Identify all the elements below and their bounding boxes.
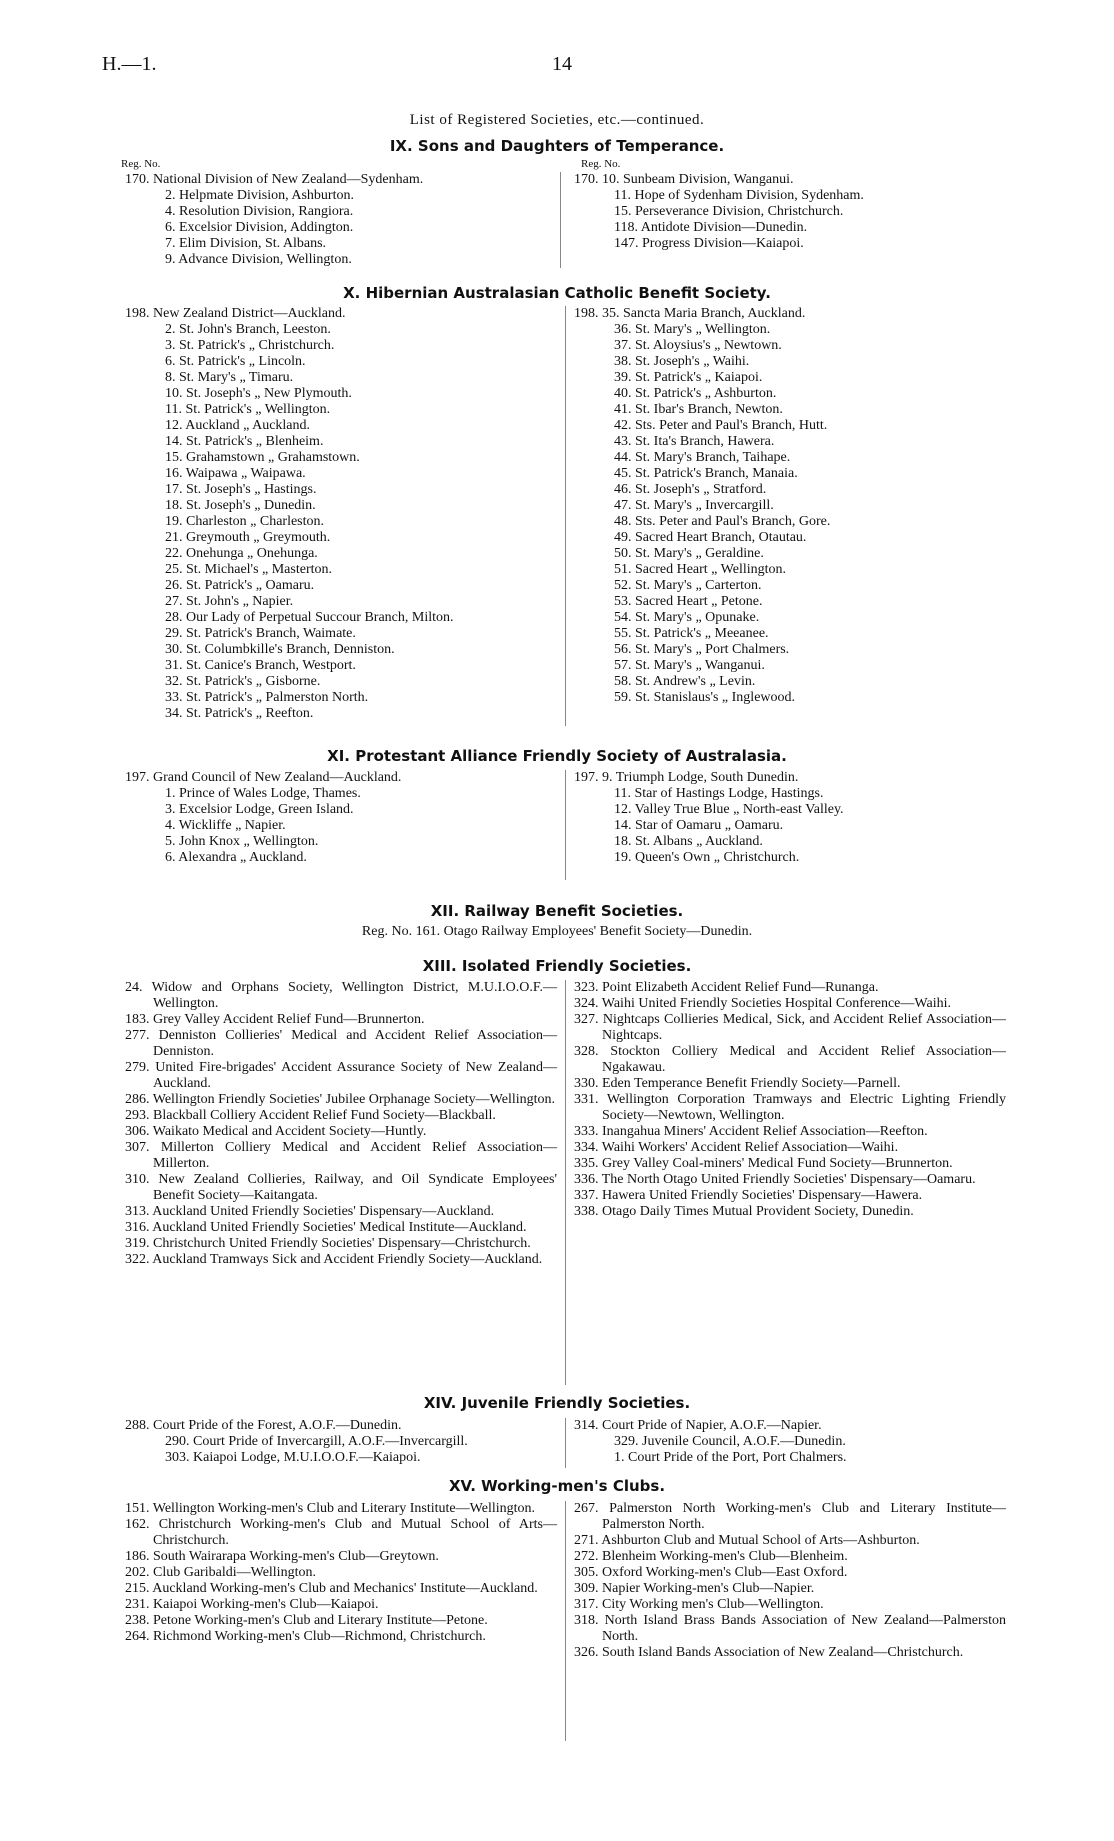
page-number: 14 [552,53,572,75]
list-entry: 303. Kaiapoi Lodge, M.U.I.O.O.F.—Kaiapoi. [165,1450,421,1465]
list-entry: 18. St. Joseph's „ Dunedin. [165,498,316,513]
list-entry: 336. The North Otago United Friendly Societies' Dispensary—Oamaru. [574,1172,976,1187]
list-entry: 6. Alexandra „ Auckland. [165,850,307,865]
section-15-left [125,1501,557,1645]
list-entry: 21. Greymouth „ Greymouth. [165,530,331,545]
list-entry: 46. St. Joseph's „ Stratford. [614,482,767,497]
list-entry: 29. St. Patrick's Branch, Waimate. [165,626,356,641]
section-9-heading: IX. Sons and Daughters of Temperance. [389,137,725,155]
list-entry: 55. St. Patrick's „ Meeanee. [614,626,769,641]
list-entry: 215. Auckland Working-men's Club and Mechanics' Institute—Auckland. [125,1581,538,1596]
section-15-right [574,1501,1006,1661]
column-rule [565,980,566,1385]
list-entry: 11. Hope of Sydenham Division, Sydenham. [614,188,864,203]
section-9-right [574,172,1014,252]
list-entry: 317. City Working men's Club—Wellington. [574,1597,824,1612]
section-14-left [125,1418,557,1466]
list-entry: 52. St. Mary's „ Carterton. [614,578,762,593]
list-entry: 267. Palmerston North Working-men's Club and Literary Institute—Palmerston North. [574,1501,1006,1532]
list-entry: 2. St. John's Branch, Leeston. [165,322,331,337]
list-entry: 39. St. Patrick's „ Kaiapoi. [614,370,763,385]
list-entry: 231. Kaiapoi Working-men's Club—Kaiapoi. [125,1597,379,1612]
page-header-code: H.—1. [102,53,157,75]
list-entry: 14. Star of Oamaru „ Oamaru. [614,818,784,833]
list-entry: 316. Auckland United Friendly Societies' Medical Institute—Auckland. [125,1220,527,1235]
list-entry: 19. Charleston „ Charleston. [165,514,325,529]
list-entry: 15. Grahamstown „ Grahamstown. [165,450,360,465]
list-entry: 56. St. Mary's „ Port Chalmers. [614,642,790,657]
list-entry: 288. Court Pride of the Forest, A.O.F.—Dunedin. [125,1418,402,1433]
list-entry: 333. Inangahua Miners' Accident Relief Association—Reefton. [574,1124,928,1139]
list-entry: 30. St. Columbkille's Branch, Denniston. [165,642,395,657]
list-entry: 16. Waipawa „ Waipawa. [165,466,306,481]
column-rule [565,770,566,880]
list-entry: 238. Petone Working-men's Club and Literary Institute—Petone. [125,1613,488,1628]
section-12-heading: XII. Railway Benefit Societies. [430,902,684,920]
list-entry: 162. Christchurch Working-men's Club and Mutual School of Arts—Christchurch. [125,1517,557,1548]
list-entry: 279. United Fire-brigades' Accident Assurance Society of New Zealand—Auckland. [125,1060,557,1091]
list-entry: 47. St. Mary's „ Invercargill. [614,498,774,513]
list-entry: 170. National Division of New Zealand—Sydenham. [125,172,424,187]
list-entry: 10. St. Joseph's „ New Plymouth. [165,386,352,401]
list-entry: 118. Antidote Division—Dunedin. [614,220,808,235]
list-entry: 59. St. Stanislaus's „ Inglewood. [614,690,796,705]
list-entry: 151. Wellington Working-men's Club and Literary Institute—Wellington. [125,1501,536,1516]
list-entry: 2. Helpmate Division, Ashburton. [165,188,354,203]
list-entry: 6. St. Patrick's „ Lincoln. [165,354,306,369]
list-entry: 170. 10. Sunbeam Division, Wanganui. [574,172,794,187]
list-entry: 51. Sacred Heart „ Wellington. [614,562,787,577]
section-10-heading: X. Hibernian Australasian Catholic Benefit Society. [343,284,771,302]
list-entry: 3. St. Patrick's „ Christchurch. [165,338,335,353]
list-entry: 309. Napier Working-men's Club—Napier. [574,1581,815,1596]
section-13-heading: XIII. Isolated Friendly Societies. [422,957,692,975]
list-entry: 1. Prince of Wales Lodge, Thames. [165,786,361,801]
list-entry: 53. Sacred Heart „ Petone. [614,594,763,609]
list-entry: 329. Juvenile Council, A.O.F.—Dunedin. [614,1434,846,1449]
list-entry: 323. Point Elizabeth Accident Relief Fund—Runanga. [574,980,879,995]
list-entry: 198. 35. Sancta Maria Branch, Auckland. [574,306,806,321]
list-entry: 272. Blenheim Working-men's Club—Blenheim. [574,1549,848,1564]
column-rule [565,306,566,726]
list-entry: 44. St. Mary's Branch, Taihape. [614,450,791,465]
list-entry: 338. Otago Daily Times Mutual Provident Society, Dunedin. [574,1204,914,1219]
list-entry: 313. Auckland United Friendly Societies' Dispensary—Auckland. [125,1204,495,1219]
list-entry: 9. Advance Division, Wellington. [165,252,352,267]
list-entry: 322. Auckland Tramways Sick and Accident Friendly Society—Auckland. [125,1252,543,1267]
list-entry: 28. Our Lady of Perpetual Succour Branch, Milton. [165,610,454,625]
list-entry: 186. South Wairarapa Working-men's Club—Greytown. [125,1549,439,1564]
section-13-right [574,980,1006,1220]
list-entry: 17. St. Joseph's „ Hastings. [165,482,317,497]
section-14-heading: XIV. Juvenile Friendly Societies. [423,1394,691,1412]
section-11-left [125,770,555,866]
list-entry: 337. Hawera United Friendly Societies' Dispensary—Hawera. [574,1188,923,1203]
list-entry: 33. St. Patrick's „ Palmerston North. [165,690,369,705]
list-entry: 314. Court Pride of Napier, A.O.F.—Napier. [574,1418,822,1433]
list-entry: 48. Sts. Peter and Paul's Branch, Gore. [614,514,831,529]
list-entry: 290. Court Pride of Invercargill, A.O.F.—Invercargill. [165,1434,468,1449]
list-entry: 331. Wellington Corporation Tramways and Electric Lighting Friendly Society—Newtown, Wellington. [574,1092,1006,1123]
list-entry: 310. New Zealand Collieries, Railway, and Oil Syndicate Employees' Benefit Society—Kaitangata. [125,1172,557,1203]
list-entry: 49. Sacred Heart Branch, Otautau. [614,530,807,545]
page-title: List of Registered Societies, etc.—continued. [409,112,705,128]
section-15-heading: XV. Working-men's Clubs. [448,1477,666,1495]
list-entry: 32. St. Patrick's „ Gisborne. [165,674,321,689]
list-entry: 4. Resolution Division, Rangiora. [165,204,354,219]
list-entry: 7. Elim Division, St. Albans. [165,236,327,251]
column-rule [565,1418,566,1468]
list-entry: 197. 9. Triumph Lodge, South Dunedin. [574,770,799,785]
list-entry: 11. Star of Hastings Lodge, Hastings. [614,786,824,801]
list-entry: 15. Perseverance Division, Christchurch. [614,204,844,219]
list-entry: 307. Millerton Colliery Medical and Accident Relief Association—Millerton. [125,1140,557,1171]
list-entry: 3. Excelsior Lodge, Green Island. [165,802,354,817]
list-entry: 34. St. Patrick's „ Reefton. [165,706,314,721]
list-entry: 40. St. Patrick's „ Ashburton. [614,386,777,401]
list-entry: 197. Grand Council of New Zealand—Auckland. [125,770,402,785]
list-entry: 42. Sts. Peter and Paul's Branch, Hutt. [614,418,828,433]
list-entry: 25. St. Michael's „ Masterton. [165,562,332,577]
list-entry: 8. St. Mary's „ Timaru. [165,370,294,385]
list-entry: 37. St. Aloysius's „ Newtown. [614,338,782,353]
list-entry: 318. North Island Brass Bands Association of New Zealand—Palmerston North. [574,1613,1006,1644]
section-9-left [125,172,555,268]
list-entry: 306. Waikato Medical and Accident Society—Huntly. [125,1124,427,1139]
list-entry: 271. Ashburton Club and Mutual School of Arts—Ashburton. [574,1533,920,1548]
section-10-left [125,306,565,722]
column-rule [565,1501,566,1741]
list-entry: 54. St. Mary's „ Opunake. [614,610,760,625]
list-entry: 12. Valley True Blue „ North-east Valley. [614,802,844,817]
list-entry: 36. St. Mary's „ Wellington. [614,322,771,337]
list-entry: 183. Grey Valley Accident Relief Fund—Brunnerton. [125,1012,425,1027]
list-entry: 24. Widow and Orphans Society, Wellington District, M.U.I.O.O.F.—Wellington. [125,980,557,1011]
list-entry: 305. Oxford Working-men's Club—East Oxford. [574,1565,848,1580]
section-11-heading: XI. Protestant Alliance Friendly Society of Australasia. [327,747,787,765]
list-entry: 4. Wickliffe „ Napier. [165,818,286,833]
section-13-left [125,980,557,1268]
list-entry: 198. New Zealand District—Auckland. [125,306,346,321]
list-entry: 5. John Knox „ Wellington. [165,834,319,849]
list-entry: 58. St. Andrew's „ Levin. [614,674,756,689]
list-entry: 26. St. Patrick's „ Oamaru. [165,578,315,593]
reg-no-label: Reg. No. [121,158,161,170]
list-entry: 57. St. Mary's „ Wanganui. [614,658,765,673]
list-entry: 1. Court Pride of the Port, Port Chalmers. [614,1450,847,1465]
list-entry: 18. St. Albans „ Auckland. [614,834,763,849]
list-entry: 330. Eden Temperance Benefit Friendly Society—Parnell. [574,1076,901,1091]
list-entry: 11. St. Patrick's „ Wellington. [165,402,331,417]
list-entry: 277. Denniston Collieries' Medical and Accident Relief Association—Denniston. [125,1028,557,1059]
list-entry: 14. St. Patrick's „ Blenheim. [165,434,324,449]
list-entry: 264. Richmond Working-men's Club—Richmond, Christchurch. [125,1629,486,1644]
section-14-right [574,1418,1014,1466]
list-entry: 293. Blackball Colliery Accident Relief Fund Society—Blackball. [125,1108,496,1123]
list-entry: 19. Queen's Own „ Christchurch. [614,850,800,865]
list-entry: 319. Christchurch United Friendly Societies' Dispensary—Christchurch. [125,1236,531,1251]
list-entry: 12. Auckland „ Auckland. [165,418,311,433]
list-entry: 328. Stockton Colliery Medical and Accident Relief Association—Ngakawau. [574,1044,1006,1075]
list-entry: 43. St. Ita's Branch, Hawera. [614,434,775,449]
list-entry: 327. Nightcaps Collieries Medical, Sick, and Accident Relief Association—Nightcaps. [574,1012,1006,1043]
reg-no-label: Reg. No. [581,158,621,170]
list-entry: 202. Club Garibaldi—Wellington. [125,1565,316,1580]
list-entry: 45. St. Patrick's Branch, Manaia. [614,466,798,481]
section-10-right [574,306,1014,706]
column-rule [560,172,561,268]
list-entry: 38. St. Joseph's „ Waihi. [614,354,750,369]
list-entry: 334. Waihi Workers' Accident Relief Association—Waihi. [574,1140,899,1155]
list-entry: 335. Grey Valley Coal-miners' Medical Fund Society—Brunnerton. [574,1156,953,1171]
railway-society-line: Reg. No. 161. Otago Railway Employees' Benefit Society—Dunedin. [361,924,753,939]
list-entry: 31. St. Canice's Branch, Westport. [165,658,356,673]
list-entry: 41. St. Ibar's Branch, Newton. [614,402,783,417]
list-entry: 324. Waihi United Friendly Societies Hospital Conference—Waihi. [574,996,951,1011]
list-entry: 286. Wellington Friendly Societies' Jubilee Orphanage Society—Wellington. [125,1092,556,1107]
list-entry: 326. South Island Bands Association of New Zealand—Christchurch. [574,1645,964,1660]
section-11-right [574,770,1014,866]
list-entry: 6. Excelsior Division, Addington. [165,220,354,235]
list-entry: 27. St. John's „ Napier. [165,594,294,609]
list-entry: 22. Onehunga „ Onehunga. [165,546,318,561]
list-entry: 50. St. Mary's „ Geraldine. [614,546,764,561]
list-entry: 147. Progress Division—Kaiapoi. [614,236,804,251]
